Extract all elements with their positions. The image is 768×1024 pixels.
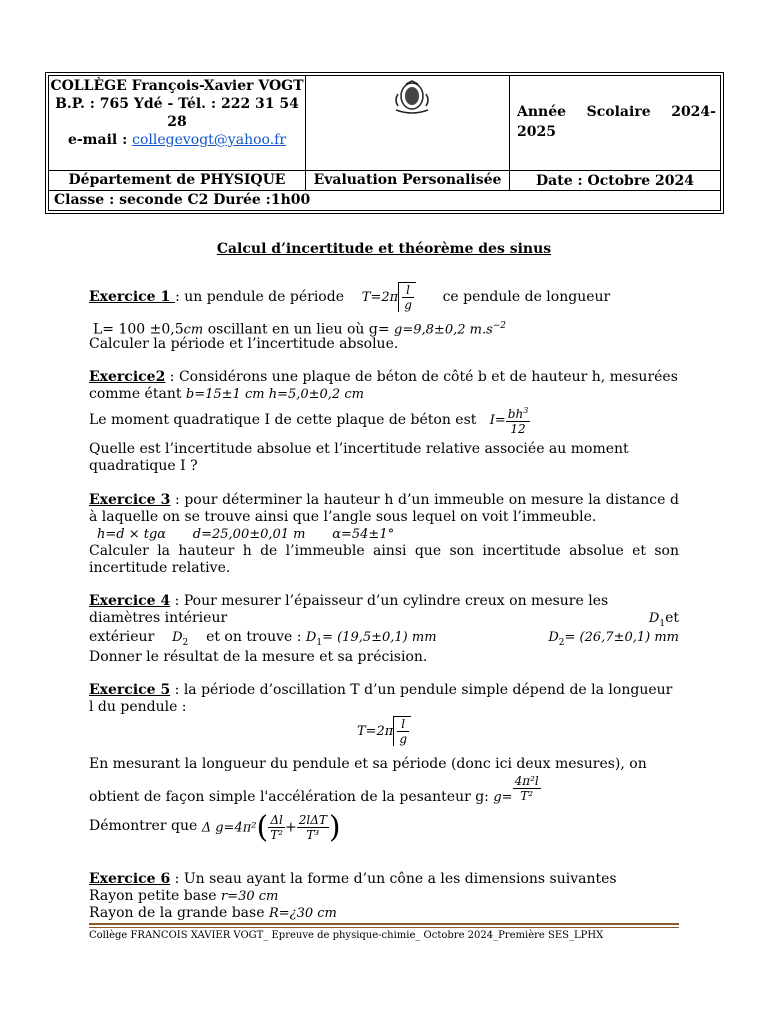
exercise-2-moment: Le moment quadratique I de cette plaque de béton est I= $\frac{bh^3}{12}$ [89, 406, 529, 436]
school-email-line: e-mail : collegevogt@yahoo.fr [67, 132, 287, 148]
school-address: B.P. : 765 Ydé - Tél. : 222 31 54 28 [55, 96, 299, 130]
exercise-5-text3: obtient de façon simple l'accélération de la pesanteur g: g= $\frac{\text{4π²l}}{\text{T²}}$ [89, 774, 539, 805]
exercise-6-label: Exercice 6 [89, 871, 171, 887]
exercise-4-d1: $D_1et$ [648, 610, 679, 629]
document-title: Calcul d’incertitude et théorème des sinus [216, 241, 552, 257]
exercise-4-values: extérieur $D_2$ et on trouve : $D_1= (19,5\pm 0,1)$ mm $D_2= (26,7\pm 0,1)$ mm [89, 629, 679, 648]
email-link[interactable]: collegevogt@yahoo.fr [132, 132, 287, 148]
exercise-5-text2: En mesurant la longueur du pendule et sa période (donc ici deux mesures), on [89, 756, 647, 772]
exercise-4: Exercice 4 : Pour mesurer l’épaisseur d’un cylindre creux on mesure les diamètres intérieur [89, 593, 609, 626]
department: Département de PHYSIQUE [49, 171, 306, 190]
year-label: Année [517, 104, 567, 120]
exercise-2-question: Quelle est l’incertitude absolue et l’incertitude relative associée au moment quadratique I ? [89, 441, 629, 474]
exercise-3-question: Calculer la hauteur h de l’immeuble ainsi que son incertitude absolue et son incertitude relative. [89, 543, 679, 576]
exercise-3: Exercice 3 : pour déterminer la hauteur h d’un immeuble on mesure la distance d à laquelle on se trouve ainsi que l’angle sous lequel on voit l’immeuble. [89, 492, 679, 525]
exercise-5-label: Exercice 5 [89, 682, 171, 698]
exercise-1-question: Calculer la période et l’incertitude absolue. [89, 336, 399, 352]
exercise-3-formulas: h=d × tgα d=25,00±0,01 m α=54±1° [97, 527, 395, 542]
year-value-2: 2025 [517, 124, 556, 140]
footer-rule-thin [89, 927, 679, 928]
school-info [49, 76, 306, 170]
year-value: 2024- [671, 104, 716, 120]
exercise-6-small-base: Rayon petite base r=30 cm [89, 888, 279, 904]
year-word: Scolaire [586, 104, 651, 120]
evaluation-type: Evaluation Personalisée [306, 171, 510, 190]
page-footer: Collège FRANCOIS XAVIER VOGT_ Epreuve de physique-chimie_ Octobre 2024_Première SES_LPHX [89, 930, 604, 941]
exercise-4-question: Donner le résultat de la mesure et sa précision. [89, 649, 428, 665]
exercise-4-label: Exercice 4 [89, 593, 171, 609]
logo-cell [306, 76, 510, 170]
exercise-2-label: Exercice2 [89, 369, 166, 385]
exercise-5-demo: Démontrer que Δ g=4π²( $\frac{\Delta l}{\text{T²}}$ + $\frac{\text{2lΔT}}{\text{T³}}$ ) [89, 810, 341, 845]
exercise-1: Exercice 1 : un pendule de période T=2π $\frac{l}{g}$ ce pendule de longueur [89, 283, 611, 312]
class-info: Classe : seconde C2 Durée :1h00 [54, 192, 311, 208]
school-name: COLLÈGE François-Xavier VOGT [50, 78, 304, 94]
year-cell [510, 76, 720, 170]
exercise-1-line2: L= 100 ±0,5cm oscillant en un lieu où g= g=9,8±0,2 $m.s^{-2}$ [93, 321, 507, 338]
exercise-5: Exercice 5 : la période d’oscillation T d’un pendule simple dépend de la longueur l du pendule : [89, 682, 673, 715]
school-logo-icon [392, 80, 432, 116]
exercise-6-large-base: Rayon de la grande base R=¿30 cm [89, 905, 337, 921]
exam-date: Date : Octobre 2024 [536, 173, 694, 189]
exercise-6: Exercice 6 : Un seau ayant la forme d’un cône a les dimensions suivantes [89, 871, 617, 887]
exercise-2: Exercice2 : Considérons une plaque de béton de côté b et de hauteur h, mesurées comme étant b=15±1 cm h=5,0±0,2 cm [89, 369, 678, 402]
exercise-3-label: Exercice 3 [89, 492, 171, 508]
header-table [45, 72, 724, 214]
footer-rule [89, 923, 679, 925]
exercise-5-formula: T=2π $\frac{l}{g}$ [89, 716, 679, 746]
exercise-1-label: Exercice 1 [89, 289, 176, 305]
